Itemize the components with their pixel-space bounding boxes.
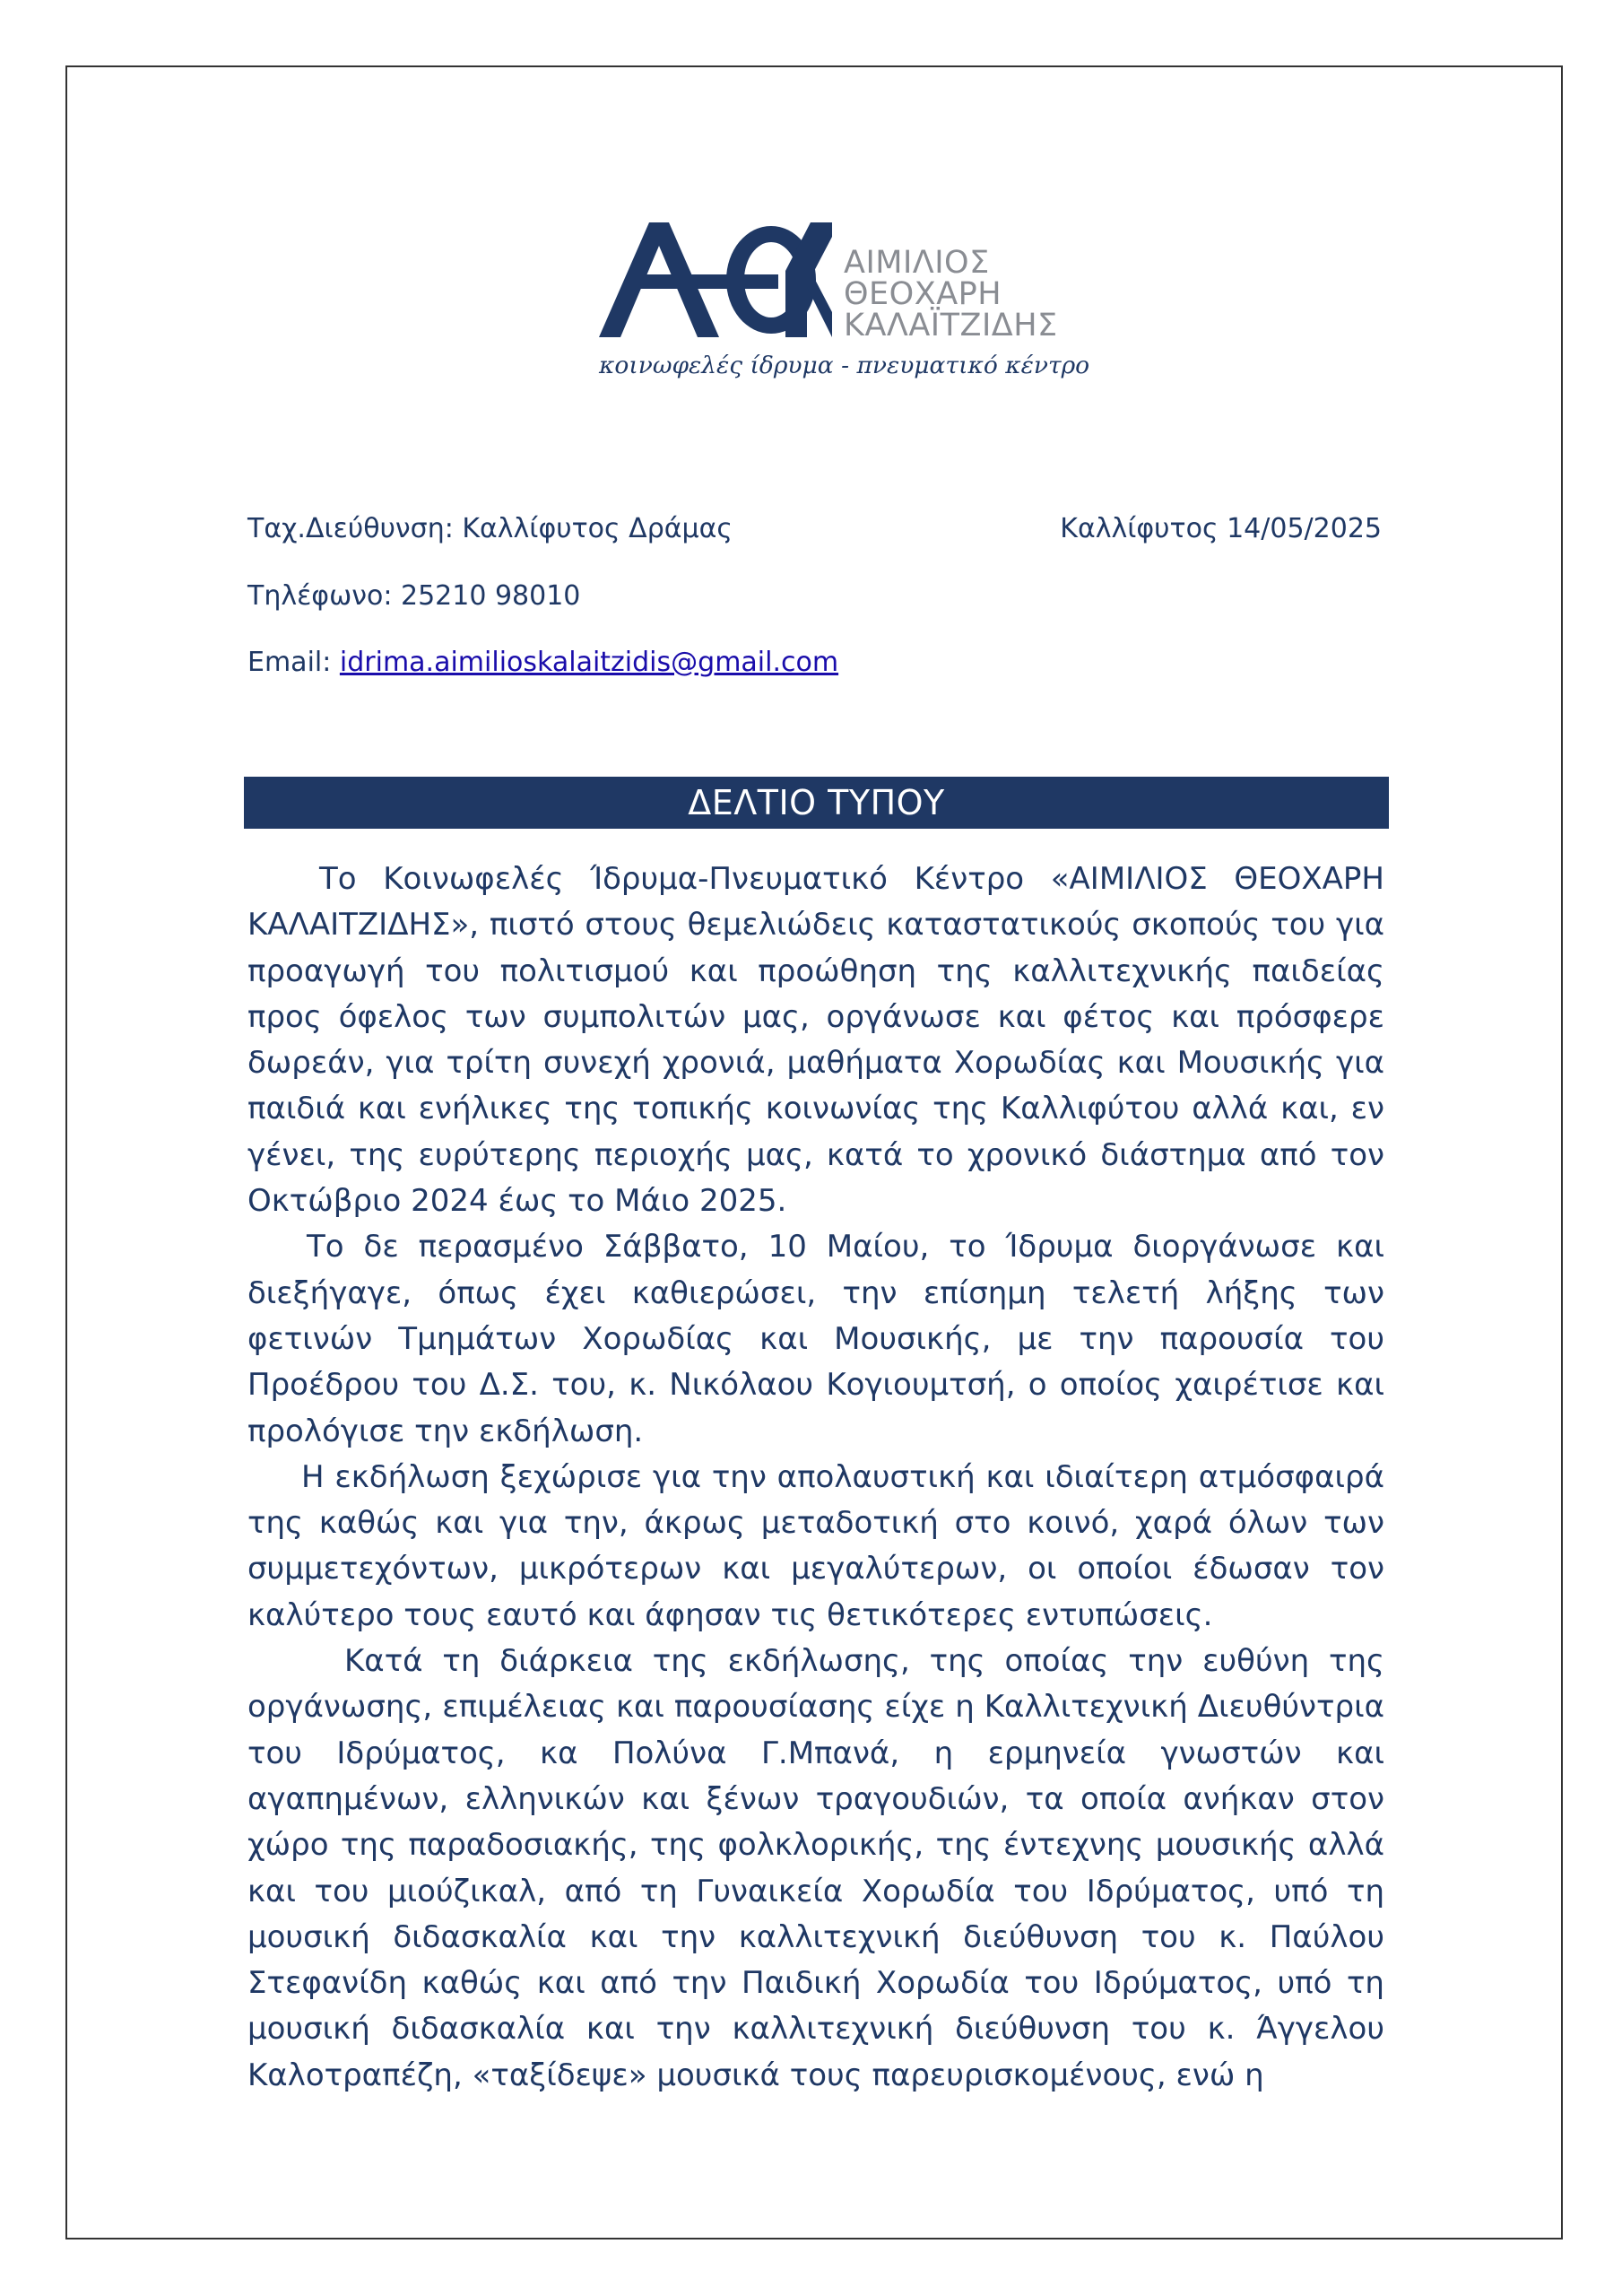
body-paragraph: Το Κοινωφελές Ίδρυμα-Πνευματικό Κέντρο «ΑΙΜΙΛΙΟΣ ΘΕΟΧΑΡΗ ΚΑΛΑΙΤΖΙΔΗΣ», πιστό στους θεμελιώδεις καταστατικούς σκοπούς του για προαγωγή του πολιτισμού και προώθηση της καλλιτεχνικής παιδείας προς όφελος των συμπολιτών μας, οργάνωσε και φέτος και πρόσφερε δωρεάν, για τρίτη συνεχή χρονιά, μαθήματα Χορωδίας και Μουσικής για παιδιά και ενήλικες της τοπικής κοινωνίας της Καλλιφύτου αλλά και, εν γένει, της ευρύτερης περιοχής μας, κατά το χρονικό διάστημα από τον Οκτώβριο 2024 έως το Μάιο 2025. bbox=[247, 861, 1384, 1220]
body-paragraph: Κατά τη διάρκεια της εκδήλωσης, της οποίας την ευθύνη της οργάνωσης, επιμέλειας και παρουσίασης είχε η Καλλιτεχνική Διευθύντρια του Ιδρύματος, κα Πολύνα Γ.Μπανά, η ερμηνεία γνωστών και αγαπημένων, ελληνικών και ξένων τραγουδιών, τα οποία ανήκαν στον χώρο της παραδοσιακής, της φολκλορικής, της έντεχνης μουσικής αλλά και του μιούζικαλ, από τη Γυναικεία Χορωδία του Ιδρύματος, υπό τη μουσική διδασκαλία και την καλλιτεχνική διεύθυνση του κ. Παύλου Στεφανίδη καθώς και από την Παιδική Χορωδία του Ιδρύματος, υπό τη μουσική διδασκαλία και την καλλιτεχνική διεύθυνση του κ. Άγγελου Καλοτραπέζη, «ταξίδεψε» μουσικά τους παρευρισκομένους, ενώ η bbox=[247, 1643, 1384, 2093]
logo-name bbox=[844, 245, 1058, 344]
press-release-body bbox=[247, 857, 1384, 2099]
logo-name-line: ΚΑΛΑΪΤΖΙΔΗΣ bbox=[844, 308, 1058, 344]
logo-tagline: κοινωφελές ίδρυμα - πνευματικό κέντρο bbox=[599, 352, 1090, 379]
email-label: Email: bbox=[247, 647, 340, 678]
postal-address: Ταχ.Διεύθυνση: Καλλίφυτος Δράμας bbox=[247, 513, 733, 544]
body-paragraph: Η εκδήλωση ξεχώρισε για την απολαυστική και ιδιαίτερη ατμόσφαιρά της καθώς και για την, άκρως μεταδοτική στο κοινό, χαρά όλων των συμμετεχόντων, μικρότερων και μεγαλύτερων, οι οποίοι έδωσαν τον καλύτερο τους εαυτό και άφησαν τις θετικότερες εντυπώσεις. bbox=[247, 1458, 1384, 1633]
phone-number: Τηλέφωνο: 25210 98010 bbox=[247, 580, 581, 612]
logo-name-line: ΘΕΟΧΑΡΗ bbox=[844, 276, 1002, 312]
document-date: Καλλίφυτος 14/05/2025 bbox=[1060, 513, 1382, 544]
logo-name-line: ΑΙΜΙΛΙΟΣ bbox=[844, 245, 990, 281]
body-paragraph: Το δε περασμένο Σάββατο, 10 Μαίου, το Ίδρυμα διοργάνωσε και διεξήγαγε, όπως έχει καθιερώσει, την επίσημη τελετή λήξης των φετινών Τμημάτων Χορωδίας και Μουσικής, με την παρουσία του Προέδρου του Δ.Σ. του, κ. Νικόλαου Κογιουμτσή, ο οποίος χαιρέτισε και προλόγισε την εκδήλωση. bbox=[247, 1229, 1384, 1449]
foundation-logo bbox=[599, 219, 1090, 389]
email-link[interactable]: idrima.aimilioskalaitzidis@gmail.com bbox=[339, 647, 839, 678]
email-line bbox=[247, 647, 838, 678]
document-title: ΔΕΛΤΙΟ ΤΥΠΟΥ bbox=[244, 777, 1389, 829]
logo-monogram-icon bbox=[599, 219, 832, 344]
